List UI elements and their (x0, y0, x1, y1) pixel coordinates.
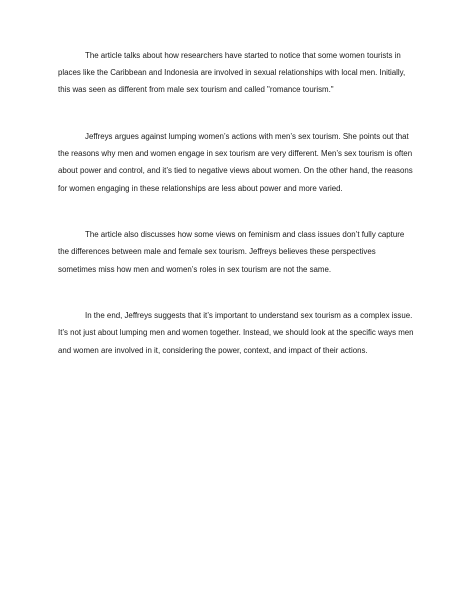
paragraph-1: The article talks about how researchers have started to notice that some women tourists in places like the Caribbean and Indonesia are involved in sexual relationships with local men. Initially, this was seen as different from male sex tourism and called "romance tourism." (58, 51, 406, 95)
paragraph-2: Jeffreys argues against lumping women’s actions with men’s sex tourism. She points out that the reasons why men and women engage in sex tourism are very different. Men’s sex tourism is often about power and control, and it’s tied to negative views about women. On the other hand, the reasons for women engaging in these relationships are less about power and more varied. (58, 132, 413, 193)
document-body (58, 47, 416, 359)
paragraph-3: The article also discusses how some views on feminism and class issues don’t fully capture the differences between male and female sex tourism. Jeffreys believes these perspectives sometimes miss how men and women’s roles in sex tourism are not the same. (58, 230, 405, 274)
paragraph-4: In the end, Jeffreys suggests that it’s important to understand sex tourism as a complex issue. It’s not just about lumping men and women together. Instead, we should look at the specific ways men and women are involved in it, considering the power, context, and impact of their actions. (58, 311, 414, 355)
